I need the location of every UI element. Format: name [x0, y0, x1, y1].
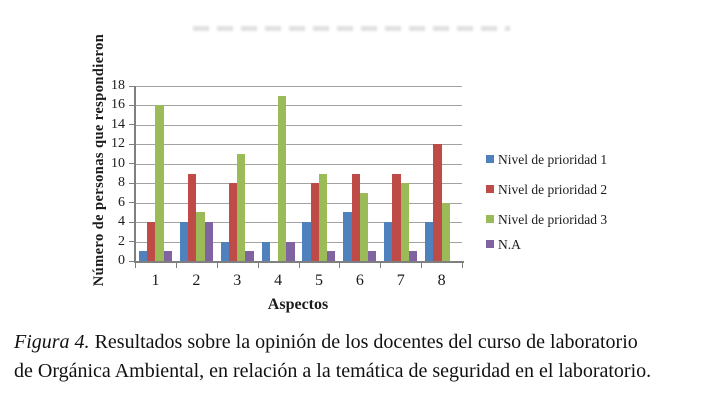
y-tick-label: 14	[111, 116, 125, 132]
bar-nivel-de-prioridad-3	[401, 183, 409, 261]
bar-nivel-de-prioridad-1	[425, 222, 433, 261]
x-tick-label: 5	[314, 272, 323, 289]
bar-nivel-de-prioridad-3	[237, 154, 245, 261]
y-tick-mark	[129, 144, 134, 145]
y-tick-mark	[129, 222, 134, 223]
bar-nivel-de-prioridad-1	[180, 222, 188, 261]
legend-label: Nivel de prioridad 3	[498, 212, 608, 227]
faded-title-remnant	[193, 26, 510, 31]
bar-nivel-de-prioridad-2	[392, 174, 400, 262]
bar-nivel-de-prioridad-2	[188, 174, 196, 262]
x-tick-mark	[380, 263, 381, 268]
x-tick-label: 3	[233, 272, 242, 289]
bar-nivel-de-prioridad-3	[278, 96, 286, 261]
bar-nivel-de-prioridad-1	[343, 212, 351, 261]
bar-n-a	[409, 251, 417, 261]
legend-item	[486, 236, 521, 252]
bar-nivel-de-prioridad-1	[221, 242, 229, 261]
x-axis-title: Aspectos	[267, 296, 329, 313]
legend-color-swatch	[486, 185, 494, 193]
bar-nivel-de-prioridad-2	[352, 174, 360, 262]
bar-nivel-de-prioridad-3	[155, 105, 163, 261]
legend-color-swatch	[486, 240, 494, 248]
x-tick-label: 1	[151, 272, 160, 289]
y-tick-mark	[129, 124, 134, 125]
bar-n-a	[245, 251, 253, 261]
bar-nivel-de-prioridad-1	[139, 251, 147, 261]
x-tick-mark	[421, 263, 422, 268]
y-tick-label: 0	[118, 253, 125, 268]
y-tick-label: 12	[111, 136, 125, 152]
legend-item	[486, 151, 607, 167]
bar-nivel-de-prioridad-3	[360, 193, 368, 261]
x-tick-mark	[135, 263, 136, 268]
figure-caption-line2: de Orgánica Ambiental, en relación a la temática de seguridad en el laboratorio.	[14, 359, 652, 382]
gridline	[135, 164, 462, 165]
gridline	[135, 183, 462, 184]
y-tick-mark	[129, 163, 134, 164]
x-tick-mark	[217, 263, 218, 268]
x-tick-label: 8	[437, 272, 446, 289]
x-tick-label: 2	[192, 272, 201, 289]
y-tick-label: 16	[111, 97, 125, 113]
bar-nivel-de-prioridad-2	[147, 222, 155, 261]
x-tick-label: 7	[396, 272, 405, 289]
legend-item	[486, 211, 607, 227]
bar-nivel-de-prioridad-2	[311, 183, 319, 261]
y-tick-mark	[129, 261, 134, 262]
bar-n-a	[164, 251, 172, 261]
x-tick-mark	[462, 263, 463, 268]
gridline	[135, 203, 462, 204]
bar-nivel-de-prioridad-3	[319, 174, 327, 262]
figure-caption	[14, 328, 722, 385]
legend-color-swatch	[486, 215, 494, 223]
plot-area	[135, 86, 462, 261]
y-tick-label: 18	[111, 78, 125, 93]
gridline	[135, 144, 462, 145]
x-tick-label: 4	[274, 272, 283, 289]
legend-item	[486, 181, 607, 197]
bar-nivel-de-prioridad-1	[384, 222, 392, 261]
y-axis-title: Número de personas que respondieron	[91, 33, 107, 287]
legend-label: Nivel de prioridad 1	[498, 152, 608, 167]
x-tick-label: 6	[355, 272, 364, 289]
y-tick-mark	[129, 241, 134, 242]
bar-nivel-de-prioridad-1	[262, 242, 270, 261]
bar-n-a	[368, 251, 376, 261]
legend-label: N.A	[498, 237, 521, 252]
figure-caption-line1: Resultados sobre la opinión de los docentes del curso de laboratorio	[94, 331, 638, 353]
x-tick-mark	[176, 263, 177, 268]
y-tick-label: 8	[118, 175, 125, 191]
y-tick-label: 2	[118, 233, 125, 249]
gridline	[135, 125, 462, 126]
x-tick-mark	[299, 263, 300, 268]
bar-n-a	[205, 222, 213, 261]
y-tick-label: 10	[111, 155, 125, 171]
y-tick-label: 4	[118, 214, 125, 230]
y-tick-mark	[129, 202, 134, 203]
gridline	[135, 86, 462, 87]
bar-nivel-de-prioridad-3	[196, 212, 204, 261]
bar-nivel-de-prioridad-2	[229, 183, 237, 261]
bar-nivel-de-prioridad-3	[442, 203, 450, 261]
legend-color-swatch	[486, 155, 494, 163]
y-tick-mark	[129, 183, 134, 184]
y-tick-mark	[129, 105, 134, 106]
bar-nivel-de-prioridad-2	[433, 144, 441, 261]
x-tick-mark	[258, 263, 259, 268]
y-axis-line	[134, 86, 136, 263]
y-tick-label: 6	[118, 194, 125, 210]
y-tick-mark	[129, 86, 134, 87]
legend-label: Nivel de prioridad 2	[498, 182, 608, 197]
bar-n-a	[286, 242, 294, 261]
x-tick-mark	[339, 263, 340, 268]
figure-caption-label: Figura 4.	[14, 331, 90, 353]
bar-nivel-de-prioridad-1	[302, 222, 310, 261]
bar-n-a	[327, 251, 335, 261]
gridline	[135, 105, 462, 106]
